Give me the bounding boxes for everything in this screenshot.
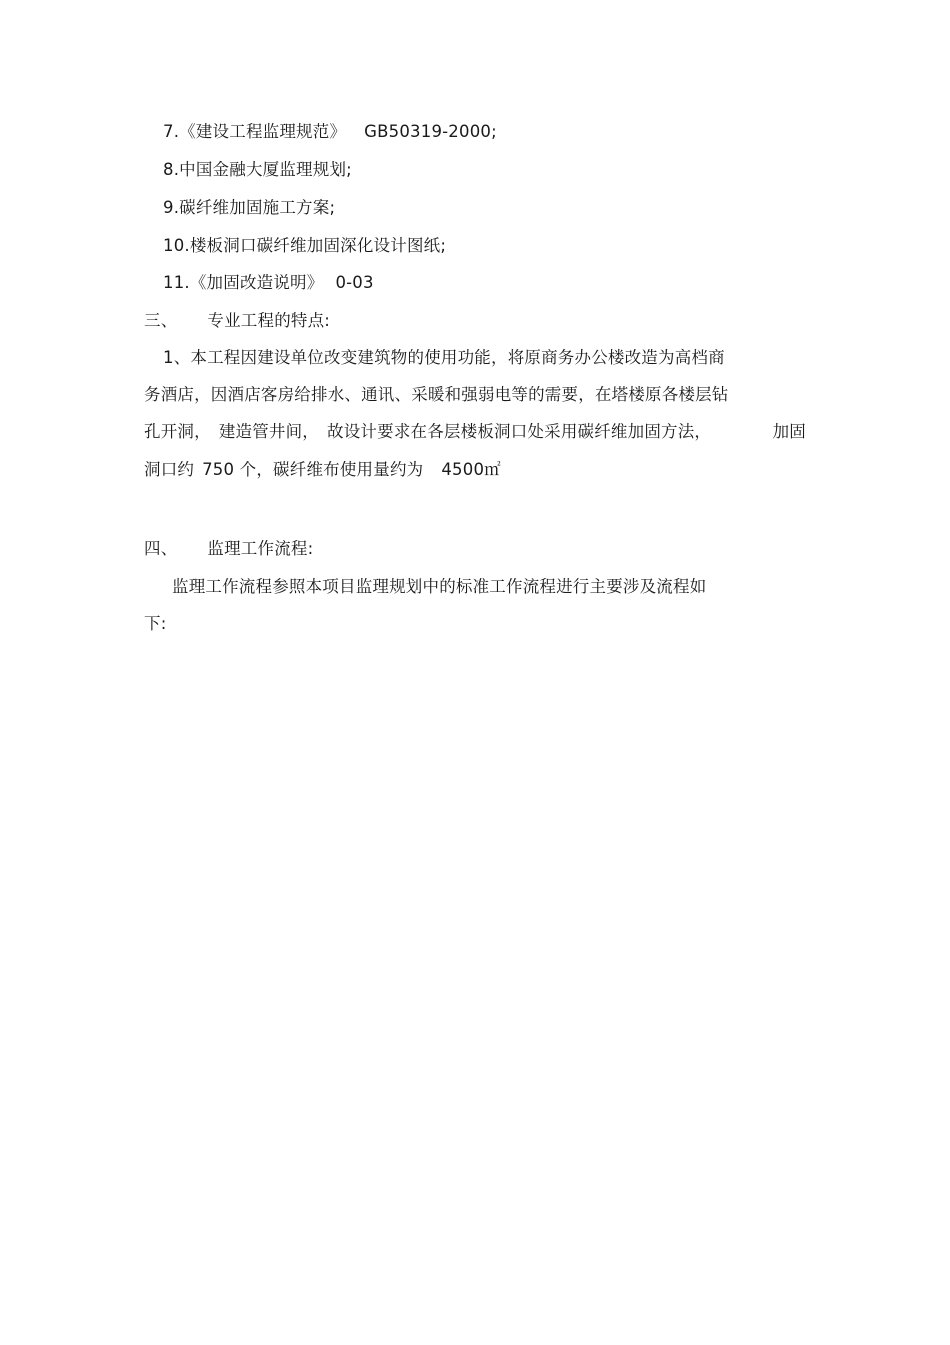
reference-number: 8. (163, 160, 180, 179)
section-title: 监理工作流程: (207, 539, 314, 558)
section-number: 三、 (144, 311, 178, 330)
reference-number: 9. (163, 198, 180, 217)
paragraph-line: 孔开洞， 建造管井间， 故设计要求在各层楼板洞口处采用碳纤维加固方法， 加固 (144, 422, 806, 441)
reference-title: 《加固改造说明》 (189, 273, 324, 292)
reference-item-10 (163, 235, 446, 257)
reference-number: 11. (163, 273, 190, 292)
section-heading-4 (144, 538, 313, 560)
reference-item-11 (163, 272, 374, 294)
paragraph-line: 监理工作流程参照本项目监理规划中的标准工作流程进行主要涉及流程如 (172, 577, 707, 596)
reference-item-7 (163, 121, 497, 143)
reference-title: 碳纤维加固施工方案; (179, 198, 336, 217)
paragraph-line: 下: (144, 614, 167, 633)
paragraph-line: 1、本工程因建设单位改变建筑物的使用功能，将原商务办公楼改造为高档商 (163, 348, 725, 367)
reference-title: 《建设工程监理规范》 (179, 122, 347, 141)
section-title: 专业工程的特点: (207, 311, 331, 330)
section-heading-3 (144, 310, 330, 332)
reference-code: GB50319-2000; (364, 122, 497, 141)
reference-number: 10. (163, 236, 190, 255)
section-number: 四、 (144, 539, 178, 558)
reference-title: 楼板洞口碳纤维加固深化设计图纸; (189, 236, 447, 255)
reference-item-8 (163, 159, 352, 181)
reference-code: 0-03 (335, 273, 374, 292)
reference-number: 7. (163, 122, 180, 141)
reference-item-9 (163, 197, 335, 219)
reference-title: 中国金融大厦监理规划; (179, 160, 352, 179)
paragraph-line: 务酒店，因酒店客房给排水、通讯、采暖和强弱电等的需要，在塔楼原各楼层钻 (144, 385, 729, 404)
paragraph-line: 洞口约 750 个，碳纤维布使用量约为 4500㎡ (144, 460, 501, 479)
